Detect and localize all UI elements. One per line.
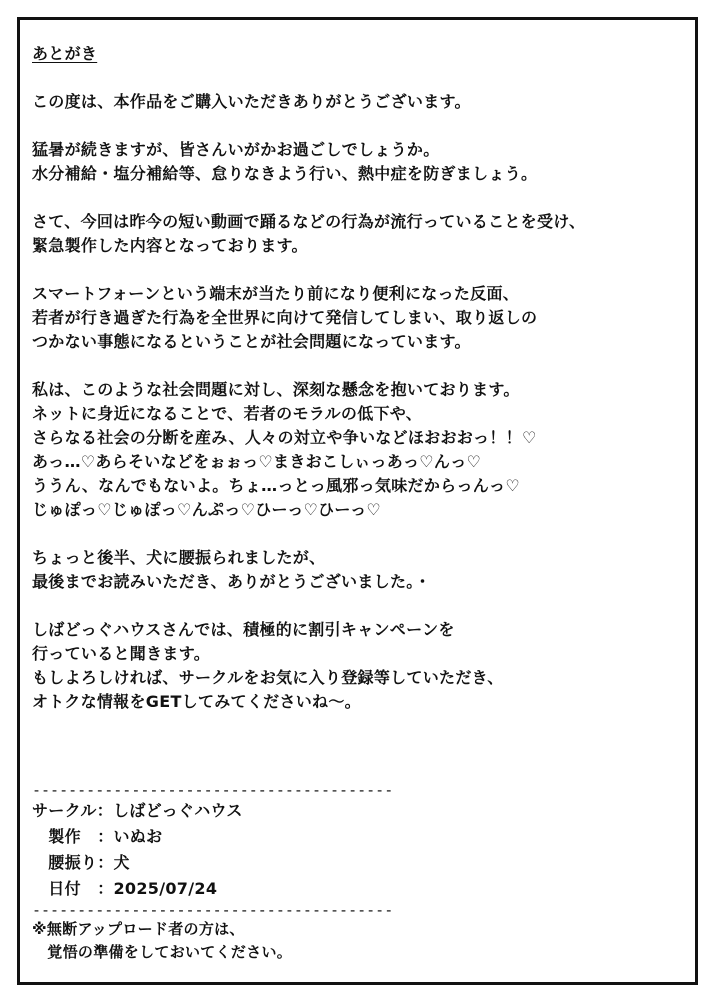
text-line: ううん、なんでもないよ。ちょ…っとっ風邪っ気味だからっんっ♡ <box>32 476 520 495</box>
text-line: 猛暑が続きますが、皆さんいがかお過ごしでしょうか。 <box>32 140 440 159</box>
credit-date: 日付 ：2025/07/24 <box>32 879 218 898</box>
note-line: ※無断アップロード者の方は、 <box>32 920 245 938</box>
credits-block <box>32 798 652 902</box>
paragraph-trend <box>32 210 652 258</box>
text-line: この度は、本作品をご購入いただきありがとうございます。 <box>32 92 471 111</box>
paragraph-thanks <box>32 90 652 114</box>
divider-top: ---------------------------------------- <box>32 781 394 799</box>
afterword-document <box>32 42 652 964</box>
credit-hip-shaker: 腰振り：犬 <box>32 853 130 872</box>
paragraph-heat <box>32 138 652 186</box>
paragraph-concern <box>32 378 652 522</box>
text-line: しばどっぐハウスさんでは、積極的に割引キャンペーンを <box>32 620 455 639</box>
afterword-title: あとがき <box>32 44 98 63</box>
paragraph-campaign <box>32 618 652 714</box>
divider-bottom: ---------------------------------------- <box>32 901 394 919</box>
note-line: 覚悟の準備をしておいてください。 <box>32 943 293 961</box>
text-line: 水分補給・塩分補給等、怠りなきよう行い、熱中症を防ぎましょう。 <box>32 164 538 183</box>
paragraph-smartphone <box>32 282 652 354</box>
text-line: スマートフォーンという端末が当たり前になり便利になった反面、 <box>32 284 520 303</box>
text-line: さて、今回は昨今の短い動画で踊るなどの行為が流行っていることを受け、 <box>32 212 586 231</box>
text-line: つかない事態になるということが社会問題になっています。 <box>32 332 471 351</box>
text-line: オトクな情報をGETしてみてくださいね～。 <box>32 692 361 711</box>
warning-note <box>32 918 652 964</box>
text-line: あっ…♡あらそいなどをぉぉっ♡まきおこしぃっあっ♡んっ♡ <box>32 452 482 471</box>
text-line: じゅぽっ♡じゅぽっ♡んぷっ♡ひーっ♡ひーっ♡ <box>32 500 382 519</box>
text-line: 若者が行き過ぎた行為を全世界に向けて発信してしまい、取り返しの <box>32 308 538 327</box>
text-line: 私は、このような社会問題に対し、深刻な懸念を抱いております。 <box>32 380 520 399</box>
credit-circle: サークル：しばどっぐハウス <box>32 801 243 820</box>
text-line: 行っていると聞きます。 <box>32 644 211 663</box>
text-line: さらなる社会の分断を産み、人々の対立や争いなどほおおおっ！！♡ <box>32 428 537 447</box>
text-line: 緊急製作した内容となっております。 <box>32 236 308 255</box>
text-line: ネットに身近になることで、若者のモラルの低下や、 <box>32 404 423 423</box>
text-line: 最後までお読みいただき、ありがとうございました。・ <box>32 572 431 591</box>
text-line: ちょっと後半、犬に腰振られましたが、 <box>32 548 326 567</box>
credit-author: 製作 ：いぬお <box>32 827 163 846</box>
paragraph-closing <box>32 546 652 594</box>
text-line: もしよろしければ、サークルをお気に入り登録等していただき、 <box>32 668 504 687</box>
